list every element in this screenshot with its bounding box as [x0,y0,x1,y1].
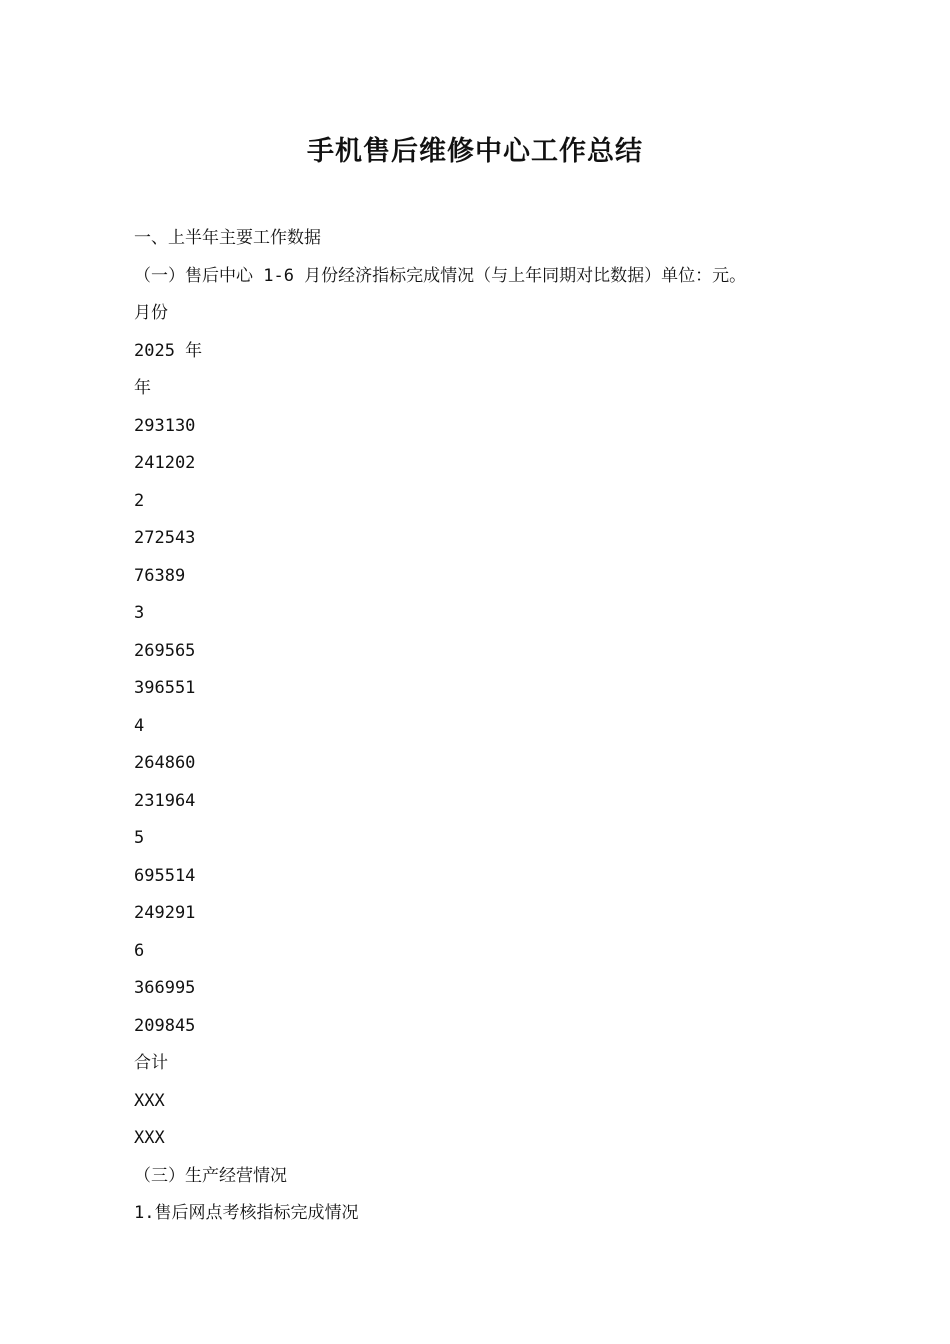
table-line: 264860 [134,753,196,773]
table-line: 209845 [134,1015,196,1036]
table-line: 231964 [134,790,196,811]
table-line: 293130 [134,415,196,436]
table-line: 3 [134,603,145,623]
document-body [134,224,894,1237]
document-title: 手机售后维修中心工作总结 [307,136,643,167]
table-line: 4 [134,715,145,736]
table-line: 2 [134,490,145,511]
table-line: XXX [134,1128,165,1148]
subsection-heading: （一）售后中心 1-6 月份经济指标完成情况（与上年同期对比数据）单位：元。 [134,265,747,286]
table-line: 月份 [134,303,168,323]
table-line: 2025 年 [134,340,203,361]
table-line: 76389 [134,565,186,586]
table-line: 695514 [134,865,196,886]
table-line: 241202 [134,453,196,473]
table-line: 272543 [134,528,196,548]
section-heading: 一、上半年主要工作数据 [134,228,321,248]
list-item-heading: 1.售后网点考核指标完成情况 [134,1203,359,1223]
table-line: 6 [134,940,145,961]
table-line: 366995 [134,978,196,998]
table-line: XXX [134,1090,165,1111]
table-line: 年 [134,378,151,398]
subsection-heading: （三）生产经营情况 [134,1165,287,1186]
table-line: 249291 [134,903,196,923]
table-line: 合计 [134,1053,168,1073]
table-line: 5 [134,828,145,848]
table-line: 396551 [134,678,196,698]
table-line: 269565 [134,640,196,661]
